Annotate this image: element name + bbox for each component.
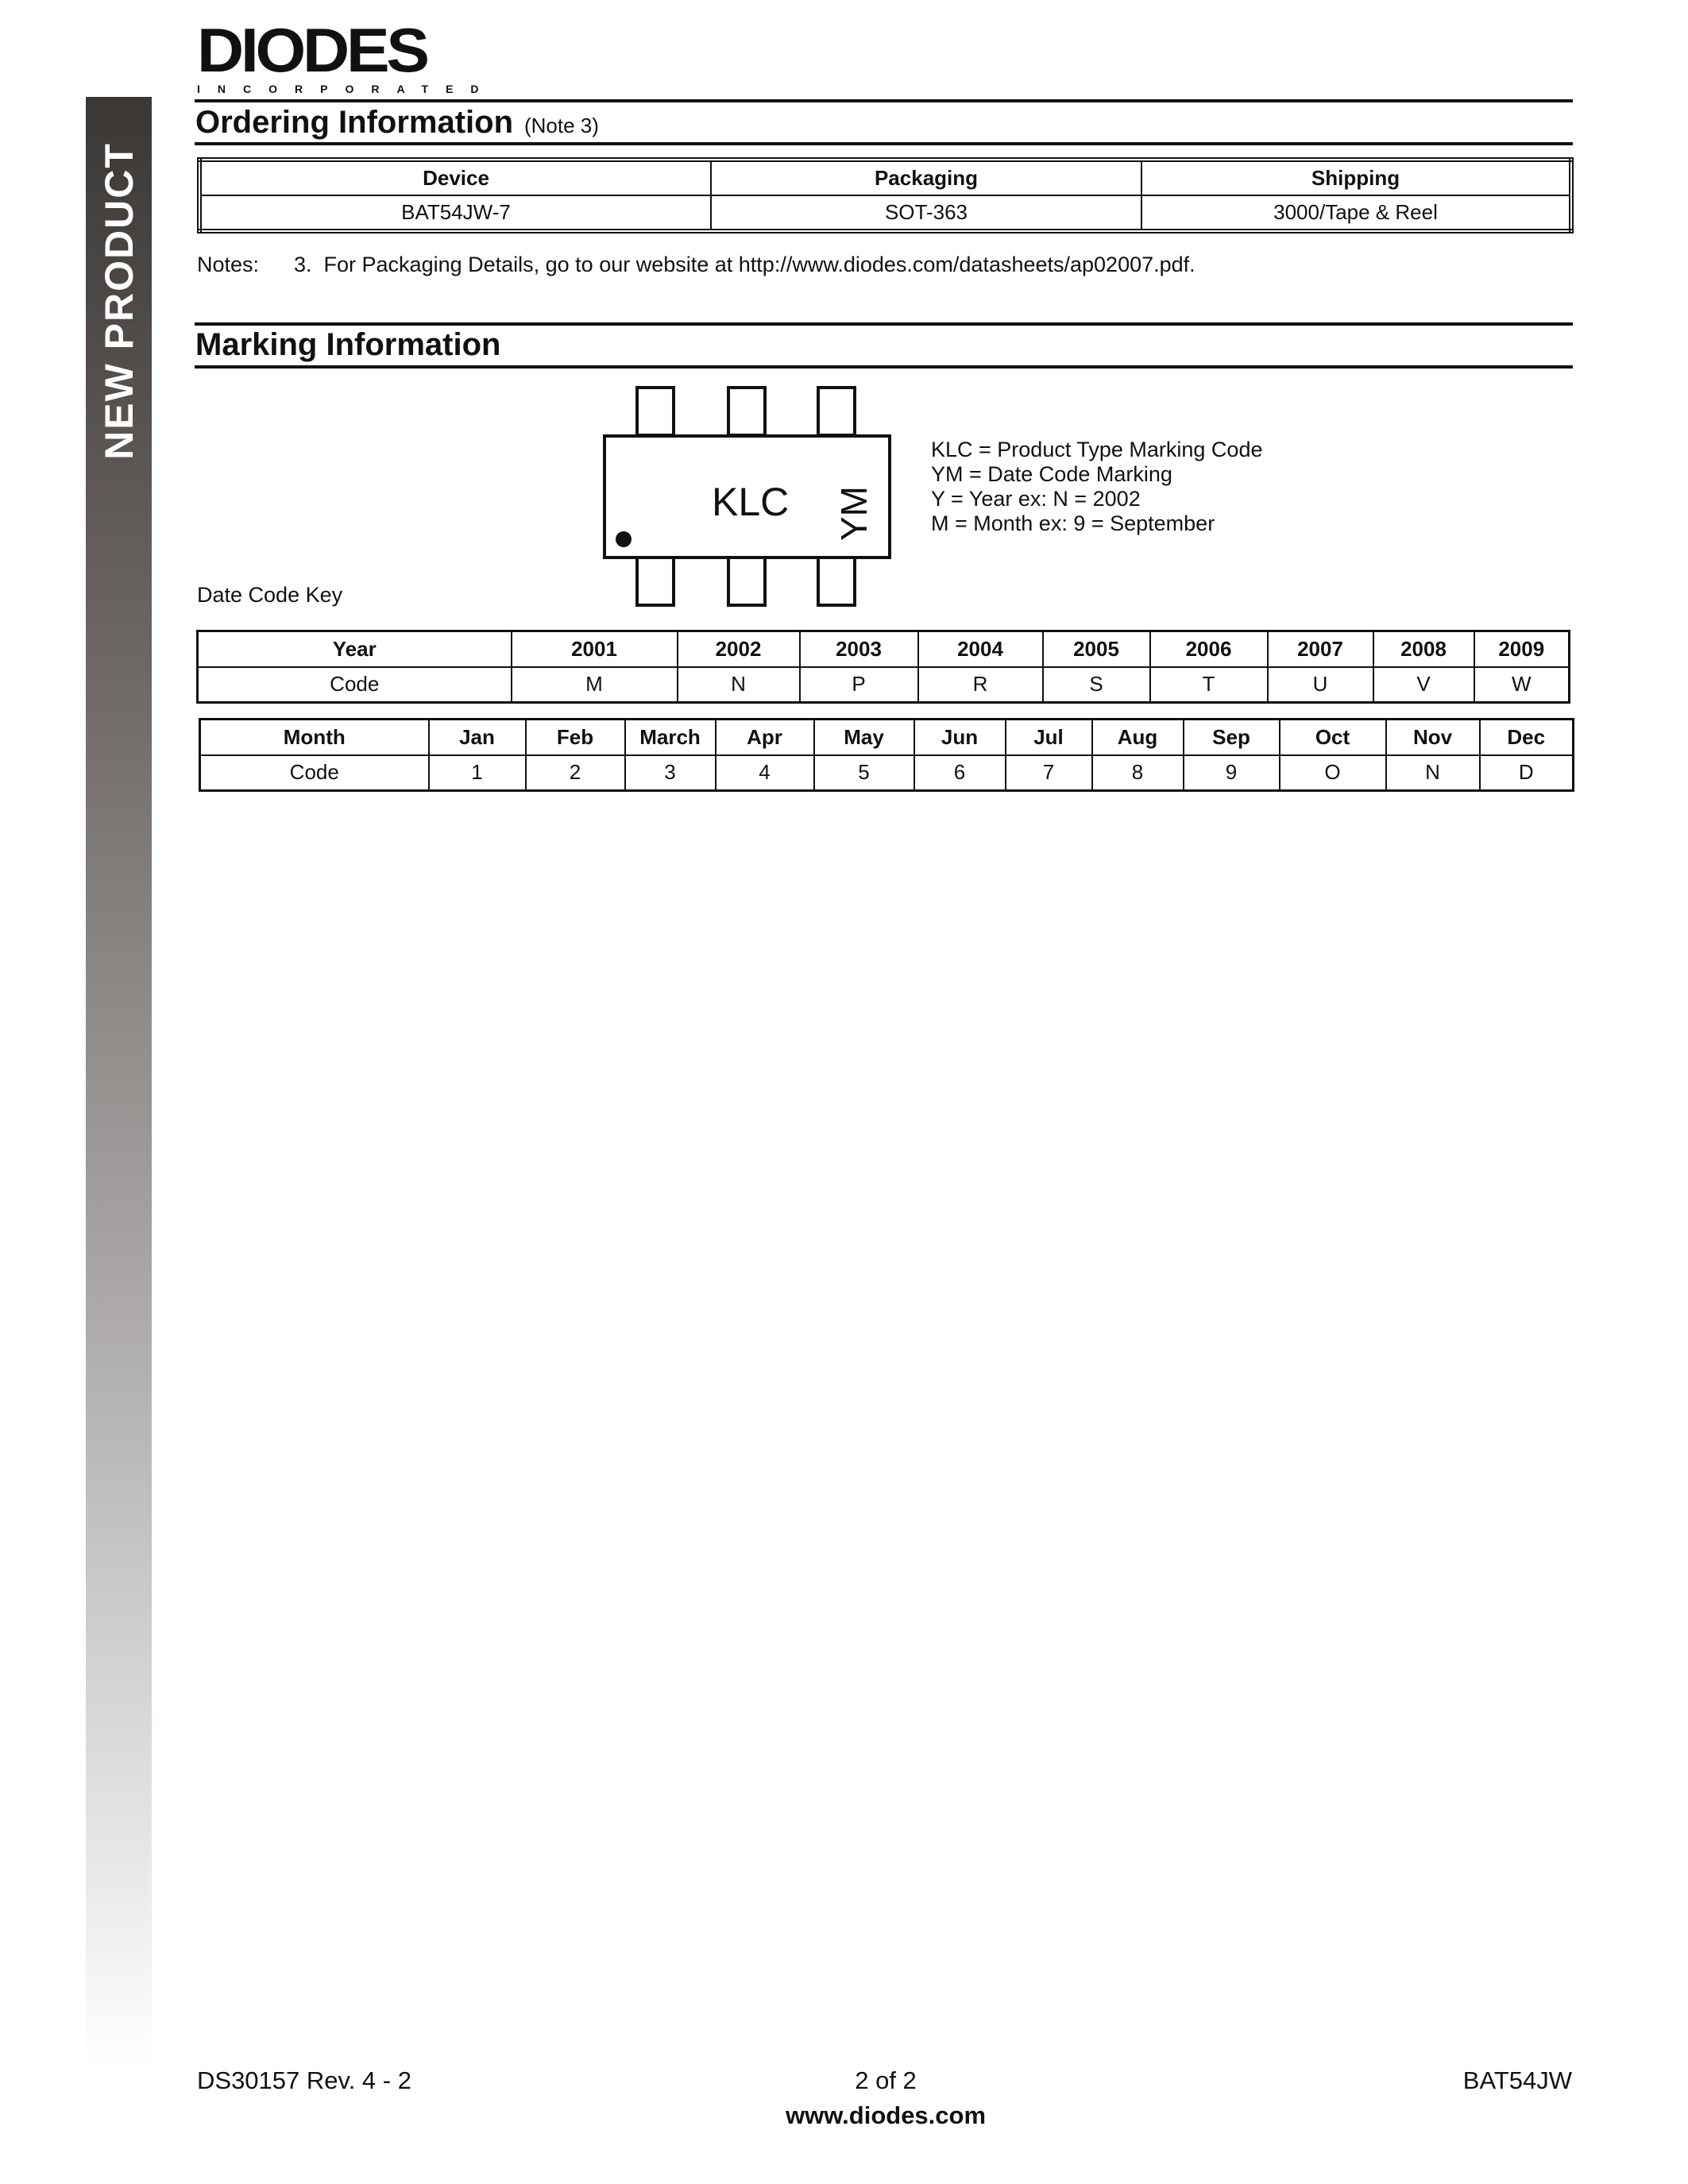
year-header-cell: 2008 [1373,631,1474,667]
month-header-cell: Jul [1006,720,1092,755]
month-code-cell: 1 [429,755,526,791]
month-header-cell: Aug [1092,720,1184,755]
cell-shipping: 3000/Tape & Reel [1141,195,1571,231]
month-code-cell: 8 [1092,755,1184,791]
year-code-table [196,630,1570,704]
year-code-cell: P [800,667,918,703]
marking-legend [931,438,1262,536]
logo-sub: INCORPORATED [197,83,496,95]
footer-doc-number: DS30157 Rev. 4 - 2 [197,2066,411,2094]
year-header-cell: 2003 [800,631,918,667]
month-header-cell: May [814,720,914,755]
year-header-cell: 2009 [1474,631,1570,667]
new-product-label [86,138,152,464]
header-packaging: Packaging [711,160,1141,195]
cell-packaging: SOT-363 [711,195,1141,231]
month-code-cell: 7 [1006,755,1092,791]
year-code-cell: R [918,667,1043,703]
year-header-cell: 2006 [1150,631,1268,667]
month-header-cell: Nov [1386,720,1480,755]
legend-line: YM = Date Code Marking [931,462,1172,486]
month-header-cell: Jun [914,720,1006,755]
month-code-cell: 2 [526,755,625,791]
year-header-cell: Year [198,631,512,667]
month-code-cell: 3 [625,755,716,791]
month-code-cell: D [1480,755,1574,791]
month-header-cell: Oct [1280,720,1386,755]
header-shipping: Shipping [1141,160,1571,195]
year-code-cell: U [1268,667,1373,703]
logo-name: DIODES [197,15,427,85]
month-code-cell: N [1386,755,1480,791]
month-header-cell: Feb [526,720,625,755]
date-code-key-label: Date Code Key [197,583,343,607]
notes-label: Notes: [197,253,260,276]
year-header-cell: 2002 [678,631,800,667]
month-header-cell: March [625,720,716,755]
note-text: 3. For Packaging Details, go to our website at http://www.diodes.com/datasheets/ap02007.pdf. [294,253,1196,276]
month-code-cell: O [1280,755,1386,791]
footer-page: 2 of 2 [855,2066,917,2094]
ordering-title [195,105,599,141]
marking-title: Marking Information [195,327,501,362]
ordering-table [197,157,1574,233]
footer-url[interactable]: www.diodes.com [785,2101,987,2129]
month-header-cell: Dec [1480,720,1574,755]
month-header-cell: Month [200,720,429,755]
month-code-cell: 9 [1184,755,1280,791]
year-code-cell: M [512,667,678,703]
legend-line: KLC = Product Type Marking Code [931,438,1263,461]
year-code-cell: N [678,667,800,703]
year-code-cell: S [1043,667,1150,703]
year-code-cell: T [1150,667,1268,703]
month-header-cell: Sep [1184,720,1280,755]
month-code-cell: 6 [914,755,1006,791]
year-header-cell: 2001 [512,631,678,667]
pin1-dot-icon [616,531,632,547]
divider [195,322,1573,326]
divider [195,99,1573,102]
year-code-cell: W [1474,667,1570,703]
ordering-title-text: Ordering Information [195,105,513,140]
month-code-table [199,718,1574,792]
month-code-cell: Code [200,755,429,791]
year-code-cell: Code [198,667,512,703]
year-header-cell: 2007 [1268,631,1373,667]
legend-line: M = Month ex: 9 = September [931,511,1215,535]
note-ref: (Note 3) [524,114,599,137]
chip-date-code: YM [833,486,875,541]
header-device: Device [199,160,711,195]
cell-device: BAT54JW-7 [199,195,711,231]
divider [195,365,1573,369]
year-header-cell: 2005 [1043,631,1150,667]
new-product-text: NEW PRODUCT [96,142,141,460]
month-header-cell: Apr [716,720,814,755]
month-code-cell: 5 [814,755,914,791]
year-header-cell: 2004 [918,631,1043,667]
month-code-cell: 4 [716,755,814,791]
legend-line: Y = Year ex: N = 2002 [931,487,1141,511]
divider [195,142,1573,145]
chip-code: KLC [712,480,790,524]
diodes-logo [197,15,496,95]
month-header-cell: Jan [429,720,526,755]
year-code-cell: V [1373,667,1474,703]
footer-part: BAT54JW [1462,2066,1572,2094]
